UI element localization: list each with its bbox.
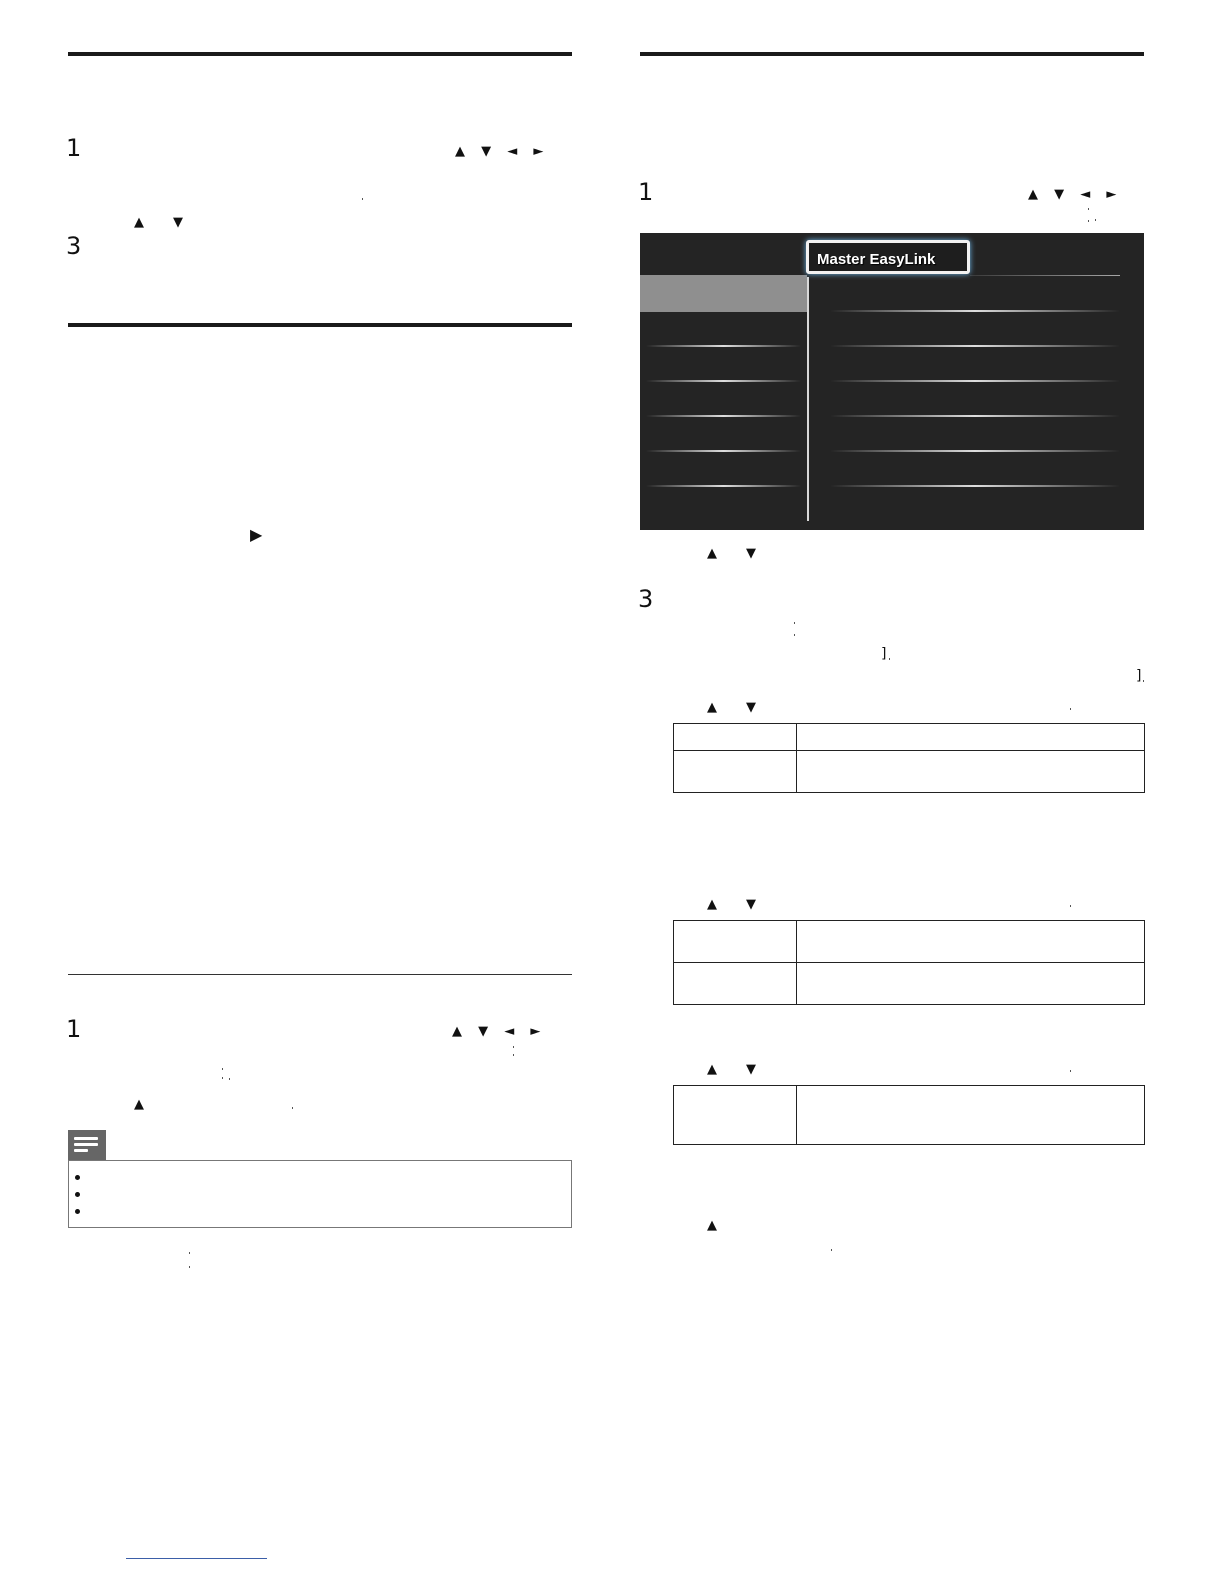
closing-bracket: ] (1136, 668, 1142, 684)
period-mark (831, 1249, 832, 1251)
up-arrow-icon-right: ▲ (707, 546, 723, 561)
section-rule-top-right (640, 52, 1144, 56)
tick-mark (1088, 208, 1089, 210)
step-number-3: 3 (66, 232, 82, 260)
menu-left-separator (646, 345, 801, 347)
table-cell (674, 1086, 797, 1145)
menu-right-separator (830, 485, 1120, 487)
up-arrow-icon: ▲ (134, 215, 150, 230)
period-mark (1070, 708, 1071, 710)
table-cell (797, 963, 1145, 1005)
tick-mark (189, 1266, 190, 1268)
menu-left-separator (646, 415, 801, 417)
up-arrow-icon-lower: ▲ (134, 1097, 150, 1112)
section-rule-mid-left (68, 323, 572, 327)
table-cell (797, 921, 1145, 963)
menu-right-separator (830, 415, 1120, 417)
closing-bracket: ] (881, 646, 887, 662)
tick-mark (1088, 220, 1089, 222)
down-arrow-icon-right: ▼ (746, 546, 762, 561)
note-bullet (75, 1175, 80, 1180)
play-arrow-icon: ▶ (250, 525, 269, 544)
period-mark (292, 1107, 293, 1109)
down-arrow-icon-table3: ▼ (746, 1062, 762, 1077)
table-cell (674, 751, 797, 793)
up-arrow-icon-table1: ▲ (707, 700, 723, 715)
table-cell (674, 921, 797, 963)
menu-highlight-row[interactable] (640, 275, 807, 312)
table-cell (674, 963, 797, 1005)
note-box (68, 1160, 572, 1228)
note-icon (68, 1130, 106, 1160)
navigation-arrows-icon-right: ▲ ▼ ◄ ► (1028, 187, 1123, 202)
tick-mark (513, 1054, 514, 1056)
menu-right-separator (830, 380, 1120, 382)
period-mark (1143, 680, 1144, 682)
table-cell (797, 751, 1145, 793)
menu-divider (807, 277, 809, 521)
tick-mark (222, 1068, 223, 1070)
menu-top-line (970, 275, 1120, 276)
down-arrow-icon-table1: ▼ (746, 700, 762, 715)
up-arrow-icon-table3: ▲ (707, 1062, 723, 1077)
menu-selected-item[interactable] (806, 240, 970, 274)
easylink-menu-screenshot (640, 233, 1144, 530)
tick-mark (189, 1252, 190, 1254)
menu-right-separator (830, 450, 1120, 452)
option-table-1 (673, 723, 1145, 793)
up-arrow-icon-table2: ▲ (707, 897, 723, 912)
step-number-1: 1 (66, 134, 82, 162)
footer-link-underline[interactable] (126, 1558, 267, 1559)
tick-mark (794, 634, 795, 636)
navigation-arrows-icon-lower: ▲ ▼ ◄ ► (452, 1024, 547, 1039)
navigation-arrows-icon: ▲ ▼ ◄ ► (455, 144, 550, 159)
table-cell (674, 724, 797, 751)
option-table-2 (673, 920, 1145, 1005)
up-arrow-icon-bottom: ▲ (707, 1218, 723, 1233)
step-number-3-right: 3 (638, 585, 654, 613)
option-table-3 (673, 1085, 1145, 1145)
note-bullet (75, 1209, 80, 1214)
period-mark (1070, 1070, 1071, 1072)
menu-left-separator (646, 450, 801, 452)
step-number-1-right: 1 (638, 178, 654, 206)
tick-mark (513, 1046, 514, 1048)
table-cell (797, 724, 1145, 751)
menu-left-separator (646, 380, 801, 382)
period-mark (1070, 905, 1071, 907)
menu-selected-label: Master EasyLink (817, 251, 936, 268)
note-bullet (75, 1192, 80, 1197)
menu-right-separator (830, 310, 1120, 312)
menu-left-separator (646, 485, 801, 487)
section-rule-top-left (68, 52, 572, 56)
down-arrow-icon-table2: ▼ (746, 897, 762, 912)
down-arrow-icon: ▼ (173, 215, 189, 230)
table-cell (797, 1086, 1145, 1145)
period-mark (362, 198, 363, 200)
section-rule-lower-left (68, 974, 572, 975)
period-mark (229, 1078, 230, 1080)
period-mark (889, 658, 890, 660)
menu-right-separator (830, 345, 1120, 347)
step-number-1-lower: 1 (66, 1015, 82, 1043)
tick-mark (222, 1077, 223, 1079)
tick-mark (794, 622, 795, 624)
period-mark (1095, 219, 1096, 221)
